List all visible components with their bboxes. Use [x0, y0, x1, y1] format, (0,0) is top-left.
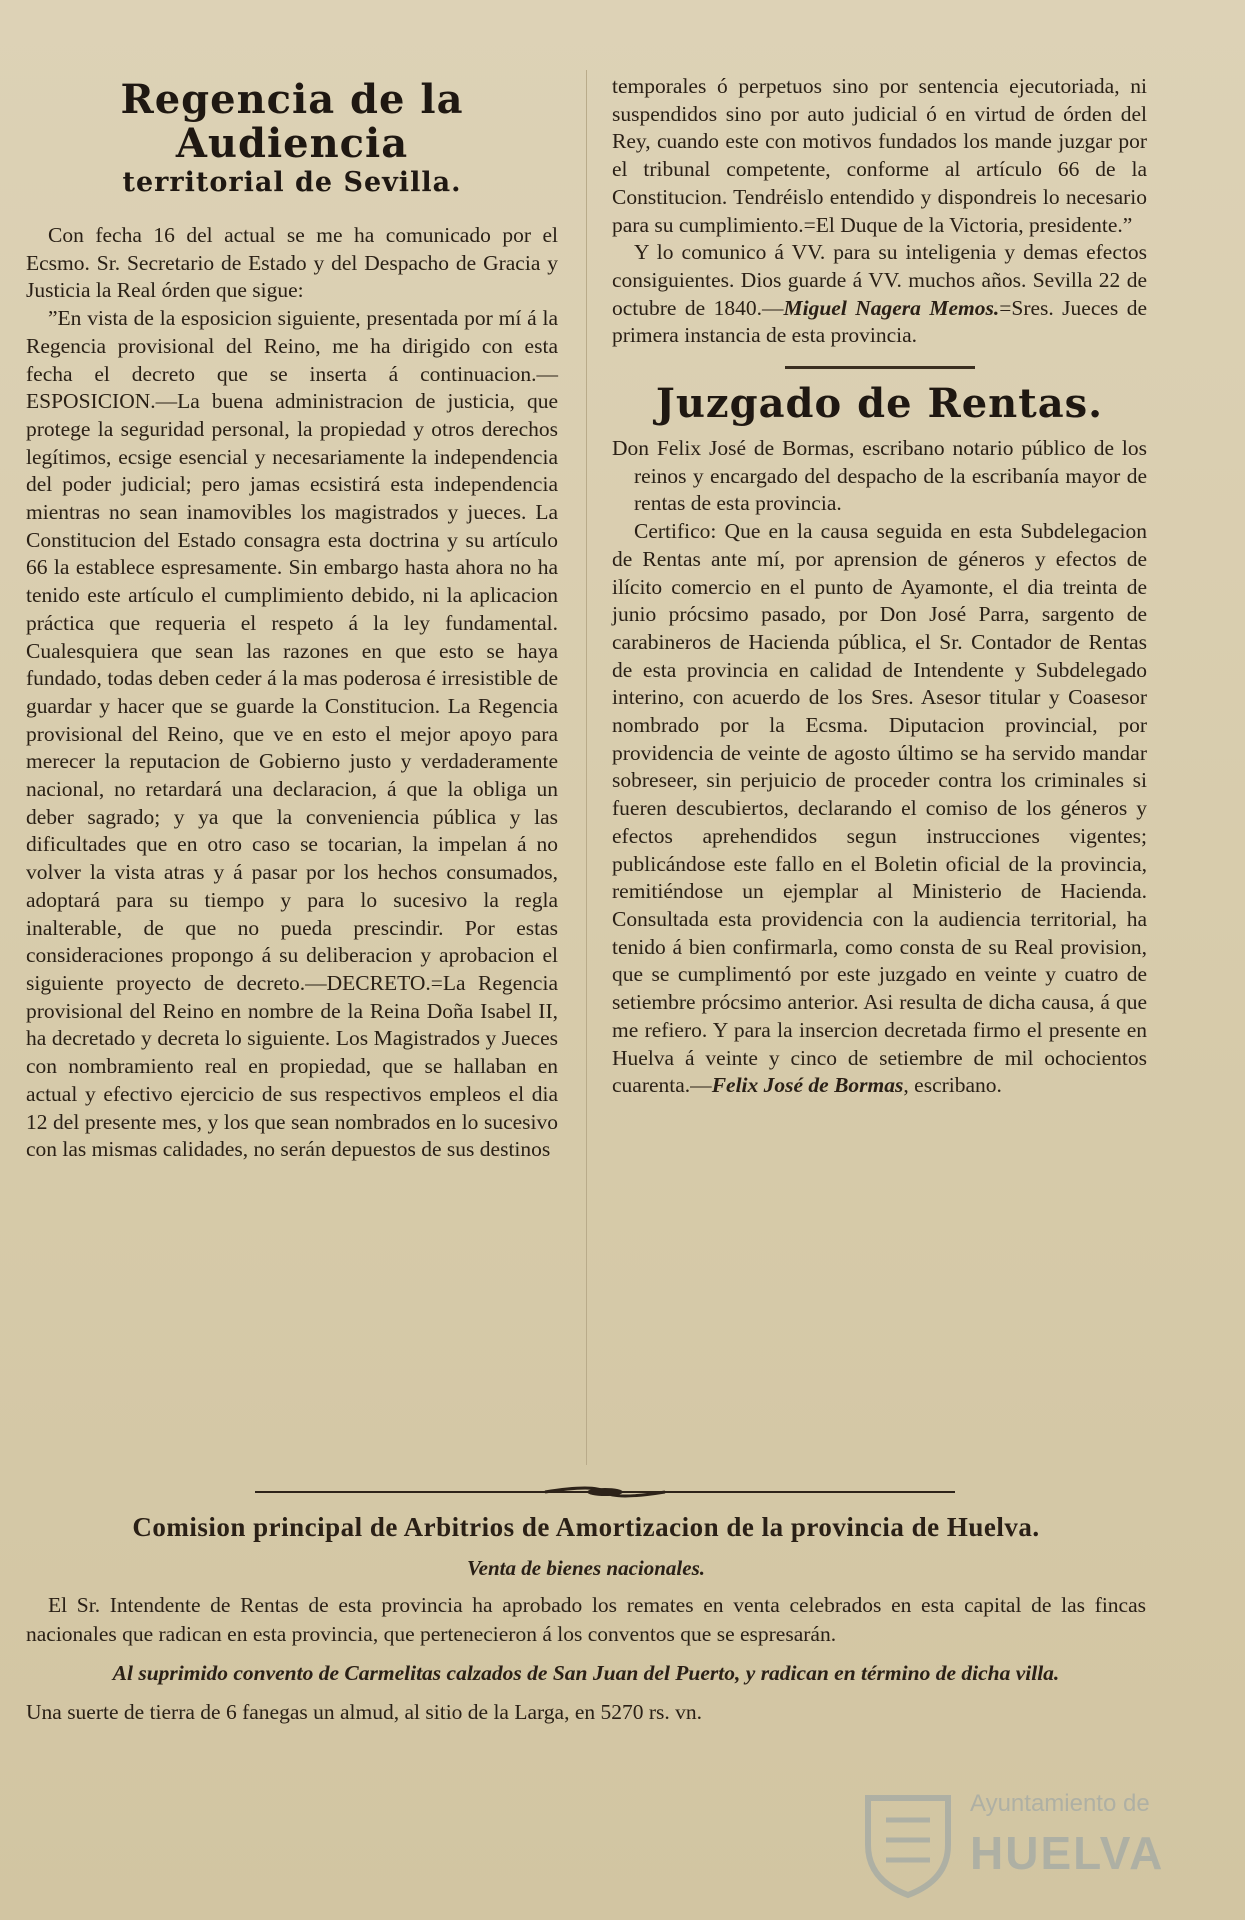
communication-recipients: =Sres. Jueces de primera instancia de esta provincia. [612, 295, 1148, 348]
venta-subtitle: Venta de bienes nacionales. [466, 1556, 705, 1580]
right-column [612, 73, 1147, 1100]
amortizacion-section [26, 1510, 1146, 1727]
communication-paragraph [612, 239, 1147, 350]
section-separator [785, 366, 975, 369]
certifico-paragraph [612, 518, 1147, 1100]
land-item: Una suerte de tierra de 6 fanegas un almud, al sitio de la Larga, en 5270 rs. vn. [26, 1700, 703, 1724]
ayuntamiento-watermark [858, 1790, 1178, 1900]
left-column [26, 70, 558, 1164]
convent-heading: Al suprimido convento de Carmelitas calzados de San Juan del Puerto, y radican en término de dicha villa. [112, 1661, 1060, 1685]
watermark-line1: Ayuntamiento de [970, 1790, 1150, 1817]
escribano-title: , escribano. [903, 1073, 1002, 1098]
certifico-text: Certifico: Que en la causa seguida en esta Subdelegacion de Rentas ante mí, por aprension de géneros y efectos de ilícito comercio en el punto de Ayamonte, el dia treinta de junio prócsimo pasado, por Don José Parra, sargento de carabineros de Hacienda pública, el Sr. Contador de Rentas de esta provincia en calidad de Intendente y Subdelegado interino, con acuerdo de los Sres. Asesor titular y Coasesor nombrado por la Ecsma. Diputacion provincial, por providencia de veinte de agosto último se ha servido mandar sobreseer, sin perjuicio de proceder contra los criminales si fueren descubiertos, declarando el comiso de los géneros y efectos aprehendidos segun instrucciones vigentes; publicándose este fallo en el Boletin oficial de la provincia, remitiéndose un ejemplar al Ministerio de Hacienda. Consultada esta providencia con la audiencia territorial, ha tenido á bien confirmarla, como consta de su Real provision, que se cumplimentó por este juzgado en veinte y cuatro de setiembre prócsimo anterior. Asi resulta de dicha causa, á que me refiero. Y para la insercion decretada firmo el presente en Huelva á veinte y cinco de setiembre de mil ochocientos cuarenta.— [612, 519, 1147, 1098]
ornamental-rule [255, 1486, 955, 1498]
signer-name: Miguel Nagera Memos. [783, 295, 1000, 320]
juzgado-title: Juzgado de Rentas. [655, 380, 1104, 428]
watermark-line2: HUELVA [970, 1827, 1165, 1879]
regencia-title: Regencia de la Audiencia [120, 76, 464, 167]
juzgado-intro: Don Felix José de Bormas, escribano notario público de los reinos y encargado del despacho de la escribanía mayor de rentas de esta provincia. [612, 436, 1147, 516]
decree-continuation: temporales ó perpetuos sino por sentencia ejecutoriada, ni suspendidos sino por auto judicial ó en virtud de órden del Rey, cuando este con motivos fundados los mande juzgar por el tribunal competente, conforme al artículo 66 de la Constitucion. Tendréislo entendido y dispondreis lo necesario para su cumplimiento.=El Duque de la Victoria, presidente.” [612, 74, 1147, 237]
regencia-subtitle: territorial de Sevilla. [122, 167, 462, 198]
regencia-decree-paragraph: ”En vista de la esposicion siguiente, presentada por mí á la Regencia provisional del Reino, me ha dirigido con esta fecha el decreto que se inserta á continuacion.—ESPOSICION.—La buena administracion de justicia, que protege la seguridad personal, la propiedad y otros derechos legítimos, ecsige esencial y necesariamente la independencia del poder judicial; pero jamas ecsistirá esta independencia mientras no sean inamovibles los magistrados y jueces. La Constitucion del Estado consagra esta doctrina y su artículo 66 la establece espresamente. Sin embargo hasta ahora no ha tenido este artículo el cumplimiento debido, ni la aplicacion práctica que requeria el respeto á la ley fundamental. Cualesquiera que sean las razones en que esto se haya fundado, todas deben ceder á la mas poderosa é irresistible de guardar y hacer que se guarde la Constitucion. La Regencia provisional del Reino, que ve en esto el mejor apoyo para merecer la reputacion de Gobierno justo y verdaderamente nacional, no retardará una declaracion, á que la obliga un deber sagrado; y ya que la conveniencia pública y las dificultades que en otro caso se tocarian, la impelan á no volver la vista atras y á pasar por los hechos consumados, adoptará para su tiempo y para lo sucesivo la regla inalterable, de que no pueda prescindir. Por estas consideraciones propongo á su deliberacion y aprobacion el siguiente proyecto de decreto.—DECRETO.=La Regencia provisional del Reino en nombre de la Reina Doña Isabel II, ha decretado y decreta lo siguiente. Los Magistrados y Jueces con nombramiento real en propiedad, que se hallaban en actual y efectivo ejercicio de sus respectivos empleos el dia 12 del presente mes, y los que sean nombrados en lo sucesivo con las mismas calidades, no serán depuestos de sus destinos [26, 306, 558, 1162]
shield-icon [858, 1790, 958, 1900]
regencia-intro-paragraph: Con fecha 16 del actual se me ha comunicado por el Ecsmo. Sr. Secretario de Estado y del Despacho de Gracia y Justicia la Real órden que sigue: [26, 223, 558, 303]
communication-text: Y lo comunico á VV. para su inteligenia y demas efectos consiguientes. Dios guarde á VV. muchos años. Sevilla 22 de octubre de 1840.— [612, 240, 1147, 320]
column-divider [586, 70, 587, 1465]
remates-paragraph: El Sr. Intendente de Rentas de esta provincia ha aprobado los remates en venta celebrados en esta capital de las fincas nacionales que radican en esta provincia, que pertenecieron á los conventos que se espresarán. [26, 1593, 1146, 1646]
escribano-signature: Felix José de Bormas [711, 1073, 904, 1098]
comision-title: Comision principal de Arbitrios de Amortizacion de la provincia de Huelva. [132, 1512, 1040, 1542]
